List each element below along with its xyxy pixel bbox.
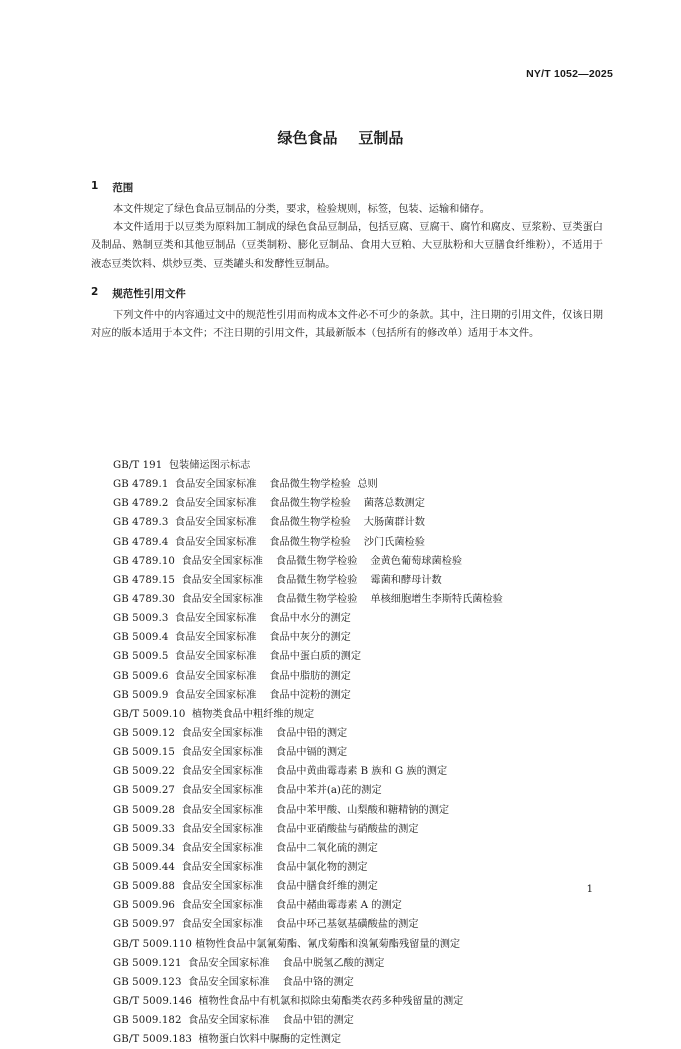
reference-title: 食品安全国家标准 食品中二氧化硫的测定 [181,842,378,854]
section-1-heading [91,180,133,195]
reference-code: GB 5009.9 [113,689,169,701]
reference-title: 食品安全国家标准 食品中苯甲酸、山梨酸和糖精钠的测定 [181,804,450,816]
reference-code: GB 5009.44 [113,861,175,873]
reference-item [113,724,503,743]
reference-code: GB/T 5009.10 [113,708,186,720]
reference-title: 食品安全国家标准 食品中铬的测定 [188,976,354,988]
reference-item [113,686,503,705]
reference-item [113,456,503,475]
section-title: 范围 [112,182,134,194]
reference-title: 食品安全国家标准 食品中脂肪的测定 [174,670,351,682]
reference-item [113,801,503,820]
section-number: 2 [91,286,99,298]
section-2-heading [91,286,186,301]
reference-title: 食品安全国家标准 食品中灰分的测定 [174,632,351,644]
reference-item [113,667,503,686]
reference-item [113,896,503,915]
reference-title: 食品安全国家标准 食品中环己基氨基磺酸盐的测定 [181,919,419,931]
reference-code: GB 4789.1 [113,479,169,491]
reference-item [113,494,503,513]
scope-paragraph-2: 本文件适用于以豆类为原料加工制成的绿色食品豆制品，包括豆腐、豆腐干、腐竹和腐皮、豆浆粉、豆类蛋白及制品、熟制豆类和其他豆制品（豆类制粉、膨化豆制品、食用大豆粕、大豆肽粉和大豆膳食纤维粉），不适用于液态豆类饮料、烘炒豆类、豆类罐头和发酵性豆制品。 [91,222,603,270]
reference-code: GB 4789.15 [113,574,175,586]
reference-item [113,935,503,954]
reference-title: 食品安全国家标准 食品微生物学检验 总则 [174,479,378,491]
reference-code: GB 4789.4 [113,536,169,548]
reference-code: GB 5009.123 [113,976,182,988]
reference-title: 食品安全国家标准 食品微生物学检验 沙门氏菌检验 [174,536,425,548]
reference-code: GB 4789.2 [113,498,169,510]
reference-item [113,858,503,877]
reference-title: 食品安全国家标准 食品中脱氢乙酸的测定 [188,957,385,969]
reference-code: GB/T 5009.146 [113,995,192,1007]
reference-item [113,552,503,571]
reference-item [113,647,503,666]
reference-title: 植物性食品中有机氯和拟除虫菊酯类农药多种残留量的测定 [198,995,464,1007]
reference-title: 食品安全国家标准 食品中苯并(a)芘的测定 [181,785,382,797]
reference-code: GB/T 5009.183 [113,1034,192,1046]
reference-code: GB 5009.4 [113,632,169,644]
reference-title: 食品安全国家标准 食品微生物学检验 单核细胞增生李斯特氏菌检验 [181,593,503,605]
reference-code: GB 5009.182 [113,1015,182,1027]
reference-code: GB 5009.96 [113,900,175,912]
reference-title: 食品安全国家标准 食品中镉的测定 [181,747,348,759]
reference-item [113,839,503,858]
reference-title: 食品安全国家标准 食品中铝的测定 [188,1015,354,1027]
page-number: 1 [586,884,593,895]
reference-title: 食品安全国家标准 食品中蛋白质的测定 [174,651,362,663]
reference-item [113,820,503,839]
reference-item [113,1030,503,1049]
reference-code: GB 5009.28 [113,804,175,816]
reference-title: 植物类食品中粗纤维的规定 [191,708,315,720]
normative-references-intro: 下列文件中的内容通过文中的规范性引用而构成本文件必不可少的条款。其中，注日期的引用文件，仅该日期对应的版本适用于本文件；不注日期的引用文件，其最新版本（包括所有的修改单）适用于本文件。 [91,310,603,340]
reference-title: 食品安全国家标准 食品微生物学检验 金黄色葡萄球菌检验 [181,555,463,567]
reference-item [113,1011,503,1030]
standard-code: NY/T 1052—2025 [526,68,613,80]
reference-item [113,915,503,934]
reference-code: GB 5009.3 [113,613,169,625]
reference-item [113,590,503,609]
reference-code: GB 4789.30 [113,593,175,605]
reference-code: GB 5009.5 [113,651,169,663]
reference-code: GB 5009.22 [113,766,175,778]
reference-code: GB/T 191 [113,460,163,471]
reference-title: 植物性食品中氯氰菊酯、氰戊菊酯和溴氰菊酯残留量的测定 [195,938,461,950]
reference-code: GB 5009.6 [113,670,169,682]
reference-item [113,954,503,973]
reference-title: 食品安全国家标准 食品中铅的测定 [181,727,348,739]
reference-title: 食品安全国家标准 食品微生物学检验 大肠菌群计数 [174,517,425,529]
reference-title: 植物蛋白饮料中脲酶的定性测定 [198,1034,342,1046]
reference-item [113,513,503,532]
reference-code: GB 5009.33 [113,823,175,835]
reference-item [113,877,503,896]
reference-code: GB 5009.27 [113,785,175,797]
reference-code: GB 5009.88 [113,881,175,893]
reference-item [113,705,503,724]
reference-item [113,609,503,628]
reference-title: 食品安全国家标准 食品中淀粉的测定 [174,689,351,701]
reference-code: GB 4789.3 [113,517,169,529]
reference-title: 食品安全国家标准 食品微生物学检验 霉菌和酵母计数 [181,574,442,586]
reference-code: GB 5009.121 [113,957,182,969]
reference-item [113,762,503,781]
reference-item [113,475,503,494]
reference-title: 食品安全国家标准 食品中氯化物的测定 [181,861,368,873]
reference-title: 食品安全国家标准 食品微生物学检验 菌落总数测定 [174,498,425,510]
reference-list [113,456,503,1049]
reference-title: 食品安全国家标准 食品中黄曲霉毒素 B 族和 G 族的测定 [181,766,448,778]
reference-title: 食品安全国家标准 食品中水分的测定 [174,613,351,625]
document-title: 绿色食品 豆制品 [277,129,404,147]
reference-code: GB 4789.10 [113,555,175,567]
reference-title: 食品安全国家标准 食品中赭曲霉毒素 A 的测定 [181,900,402,912]
reference-code: GB 5009.34 [113,842,175,854]
reference-title: 食品安全国家标准 食品中膳食纤维的测定 [181,881,378,893]
section-number: 1 [91,180,99,192]
reference-item [113,571,503,590]
reference-item [113,628,503,647]
reference-code: GB 5009.97 [113,919,175,931]
reference-item [113,973,503,992]
reference-code: GB/T 5009.110 [113,938,192,950]
reference-item [113,781,503,800]
reference-title: 食品安全国家标准 食品中亚硝酸盐与硝酸盐的测定 [181,823,419,835]
reference-code: GB 5009.15 [113,747,175,759]
reference-item [113,992,503,1011]
reference-code: GB 5009.12 [113,727,175,739]
reference-item [113,533,503,552]
scope-paragraph-1: 本文件规定了绿色食品豆制品的分类，要求，检验规则，标签，包装、运输和储存。 [113,204,490,215]
section-title: 规范性引用文件 [112,288,186,300]
reference-title: 包装储运图示标志 [168,460,251,471]
reference-item [113,743,503,762]
